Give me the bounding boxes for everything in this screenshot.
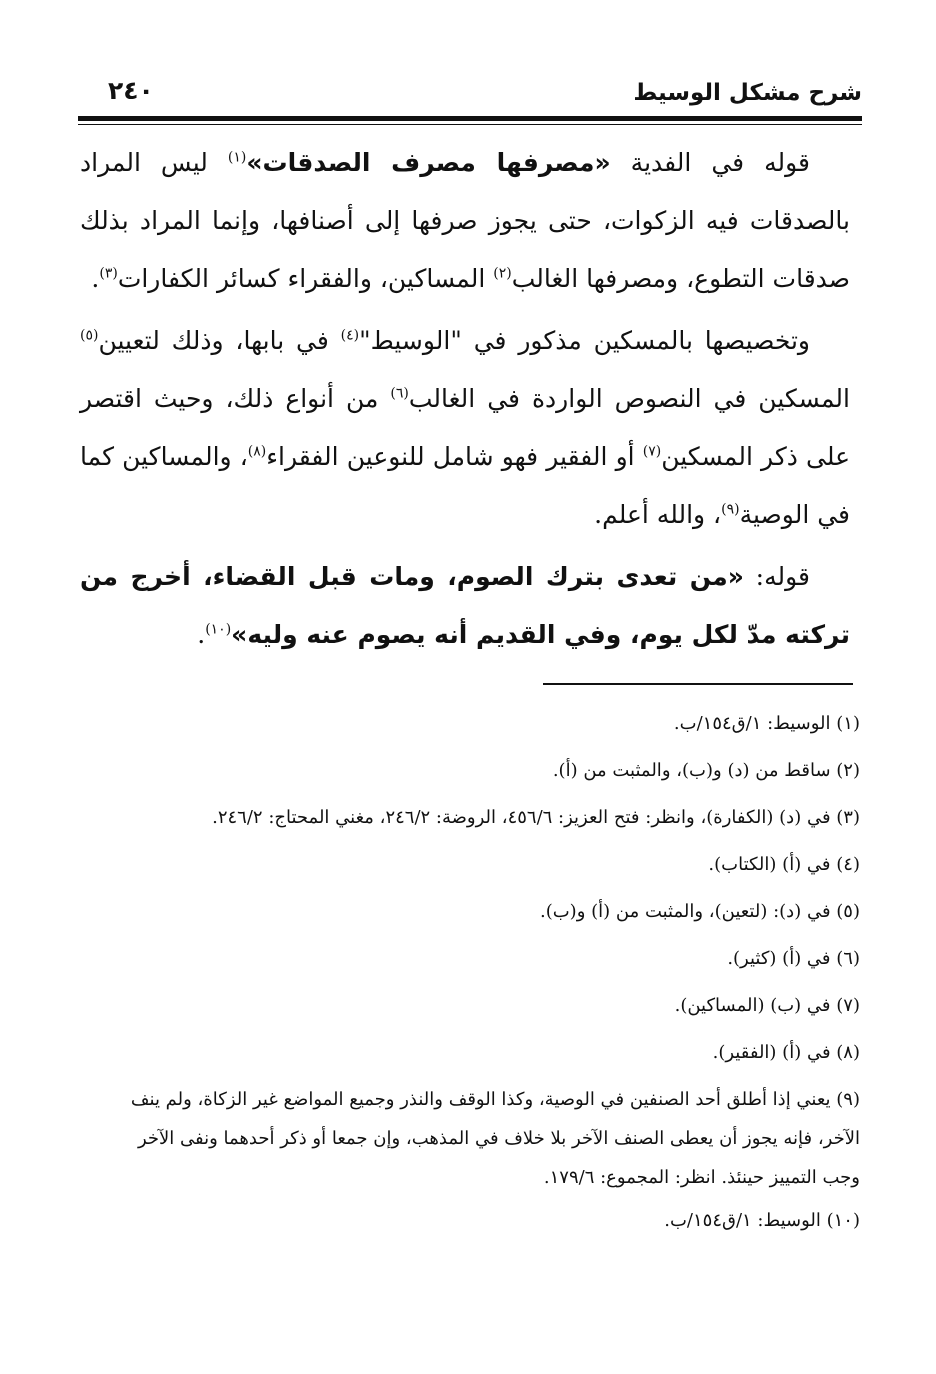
quote-fidya: «مصرفها مصرف الصدقات» — [246, 148, 611, 177]
running-title: شرح مشكل الوسيط — [633, 80, 862, 106]
footnote-ref-5[interactable]: (٥) — [80, 327, 99, 344]
text-run: أو الفقير فهو شامل للنوعين الفقراء — [266, 442, 635, 471]
footnote-6: (٦) في (أ) (كثير). — [727, 948, 860, 969]
paragraph-1 — [80, 134, 850, 308]
footnote-3: (٣) في (د) (الكفارة)، وانظر: فتح العزيز: ٤٥٦/٦، الروضة: ٢٤٦/٢، مغني المحتاج: ٢٤٦/٢. — [212, 807, 860, 828]
footnote-ref-10[interactable]: (١٠) — [205, 621, 232, 638]
text-run: المسكين في النصوص الواردة في الغالب — [408, 384, 850, 413]
footnote-7: (٧) في (ب) (المساكين). — [674, 995, 860, 1016]
text-run: قوله: — [743, 562, 810, 591]
footnote-separator — [543, 683, 853, 685]
text-run: في بابها، وذلك لتعيين — [98, 326, 329, 355]
page-number: ٢٤٠ — [108, 76, 154, 105]
footnote-ref-2[interactable]: (٢) — [493, 265, 512, 282]
footnote-1: (١) الوسيط: ١/ق١٥٤/ب. — [673, 713, 860, 734]
text-run: ، والله أعلم. — [594, 500, 722, 529]
footnote-ref-8[interactable]: (٨) — [247, 443, 267, 460]
text-run: ، والمساكين كما في الوصية — [80, 442, 850, 529]
footnote-5: (٥) في (د): (لتعين)، والمثبت من (أ) و(ب). — [539, 901, 860, 922]
footnote-ref-1[interactable]: (١) — [227, 149, 247, 166]
footnote-ref-3[interactable]: (٣) — [99, 265, 118, 282]
text-run: . — [197, 620, 206, 649]
footnote-ref-6[interactable]: (٦) — [390, 385, 409, 402]
quote-fasting: «من تعدى بترك الصوم، ومات قبل القضاء، أخرج من تركته مدّ لكل يوم، وفي القديم أنه يصوم عنه وليه» — [80, 562, 850, 649]
text-run: ليس المراد بالصدقات فيه الزكوات، حتى يجوز صرفها إلى أصنافها، وإنما المراد بذلك صدقات التطوع، ومصرفها الغالب — [80, 148, 850, 293]
paragraph-3 — [80, 548, 850, 664]
text-run: المساكين، والفقراء كسائر الكفارات — [117, 264, 486, 293]
main-text — [80, 134, 850, 668]
footnote-ref-7[interactable]: (٧) — [642, 443, 662, 460]
footnotes — [110, 700, 860, 1244]
footnote-9: (٩) يعني إذا أطلق أحد الصنفين في الوصية، وكذا الوقف والنذر وجميع المواضع غير الزكاة، ولم ينف الآخر، فإنه يجوز أن يعطى الصنف الآخر بلا خلاف في المذهب، وإن جمعا أو ذكر أحدهما ونفى الآخر وجب التمييز حينئذ. انظر: المجموع: ١٧٩/٦. — [130, 1089, 860, 1188]
header-rule-thin — [78, 124, 862, 125]
text-run: وتخصيصها بالمسكين مذكور في "الوسيط" — [359, 326, 810, 355]
footnote-10: (١٠) الوسيط: ١/ق١٥٤/ب. — [664, 1210, 860, 1231]
text-run: من أنواع ذلك، وحيث اقتصر على ذكر المسكين — [80, 384, 851, 471]
footnote-ref-4[interactable]: (٤) — [340, 327, 360, 344]
footnote-ref-9[interactable]: (٩) — [721, 501, 740, 518]
page-header — [78, 76, 862, 116]
footnote-8: (٨) في (أ) (الفقير). — [712, 1042, 860, 1063]
text-run: قوله في الفدية — [630, 148, 811, 177]
text-run: . — [91, 264, 100, 293]
footnote-2: (٢) ساقط من (د) و(ب)، والمثبت من (أ). — [552, 760, 860, 781]
header-rule-thick — [78, 116, 862, 121]
footnote-4: (٤) في (أ) (الكتاب). — [708, 854, 860, 875]
paragraph-2 — [80, 312, 850, 544]
